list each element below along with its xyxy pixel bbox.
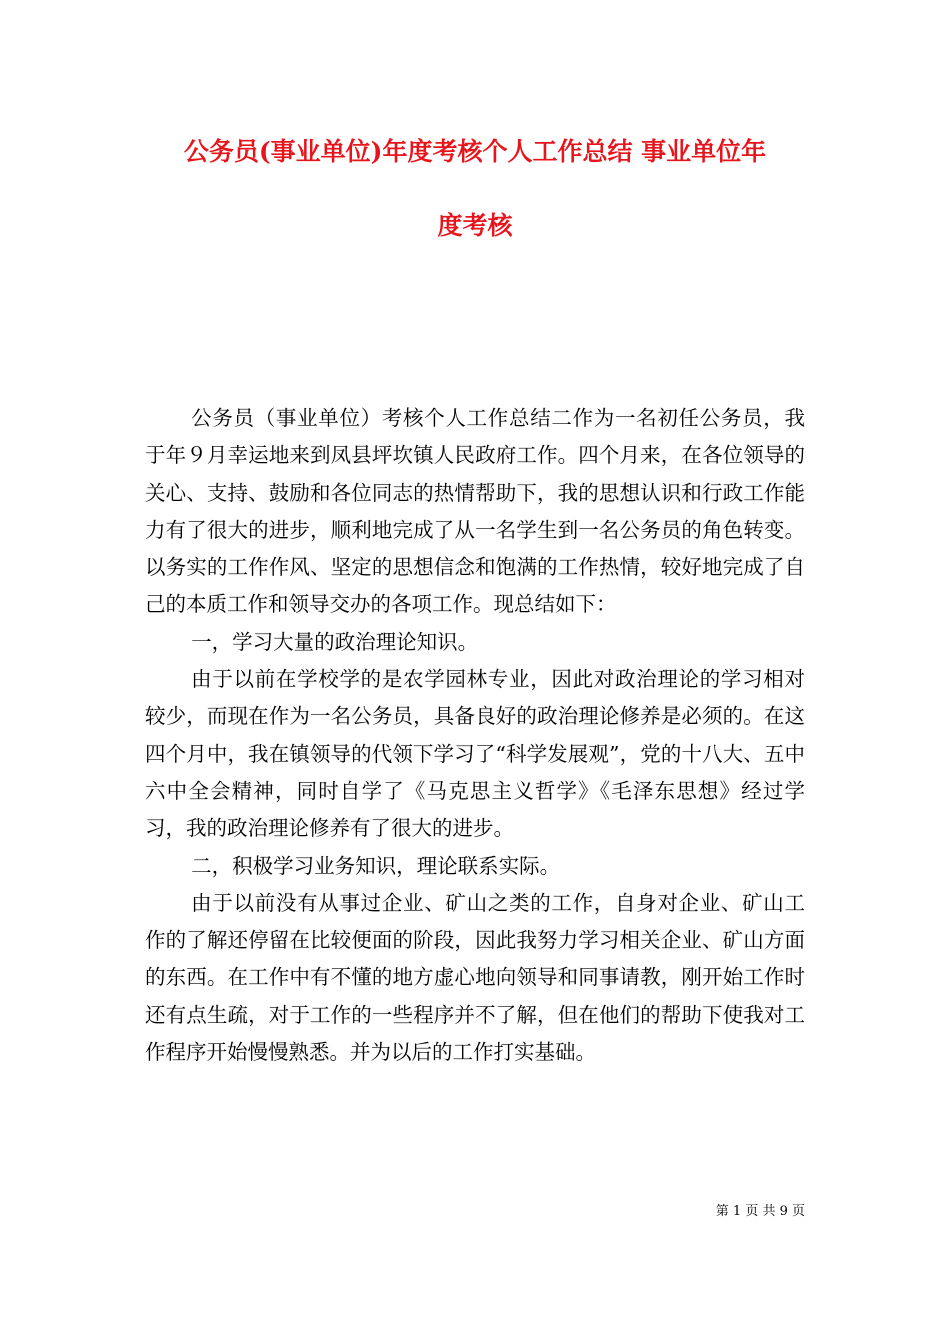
section-heading-1: 一，学习大量的政治理论知识。 [191,629,479,654]
document-body [145,400,805,1071]
section-heading-2: 二，积极学习业务知识，理论联系实际。 [191,853,561,878]
paragraph-intro: 公务员（事业单位）考核个人工作总结二作为一名初任公务员，我于年９月幸运地来到凤县坪坎镇人民政府工作。四个月来，在各位领导的关心、支持、鼓励和各位同志的热情帮助下，我的思想认识和行政工作能力有了很大的进步，顺利地完成了从一名学生到一名公务员的角色转变。以务实的工作作风、坚定的思想信念和饱满的工作热情，较好地完成了自己的本质工作和领导交办的各项工作。现总结如下： [145,406,805,617]
document-title-line-1: 公务员(事业单位)年度考核个人工作总结 事业单位年 [183,137,767,166]
page-number: 第 1 页 共 9 页 [715,1204,805,1219]
paragraph-section-2: 由于以前没有从事过企业、矿山之类的工作，自身对企业、矿山工作的了解还停留在比较便面的阶段，因此我努力学习相关企业、矿山方面的东西。在工作中有不懂的地方虚心地向领导和同事请教，刚开始工作时还有点生疏，对于工作的一些程序并不了解，但在他们的帮助下使我对工作程序开始慢慢熟悉。并为以后的工作打实基础。 [145,890,805,1065]
document-title-line-2: 度考核 [437,211,513,240]
paragraph-section-1: 由于以前在学校学的是农学园林专业，因此对政治理论的学习相对较少，而现在作为一名公务员，具备良好的政治理论修养是必须的。在这四个月中，我在镇领导的代领下学习了“科学发展观”，党的十八大、五中六中全会精神，同时自学了《马克思主义哲学》《毛泽东思想》经过学习，我的政治理论修养有了很大的进步。 [145,667,805,841]
